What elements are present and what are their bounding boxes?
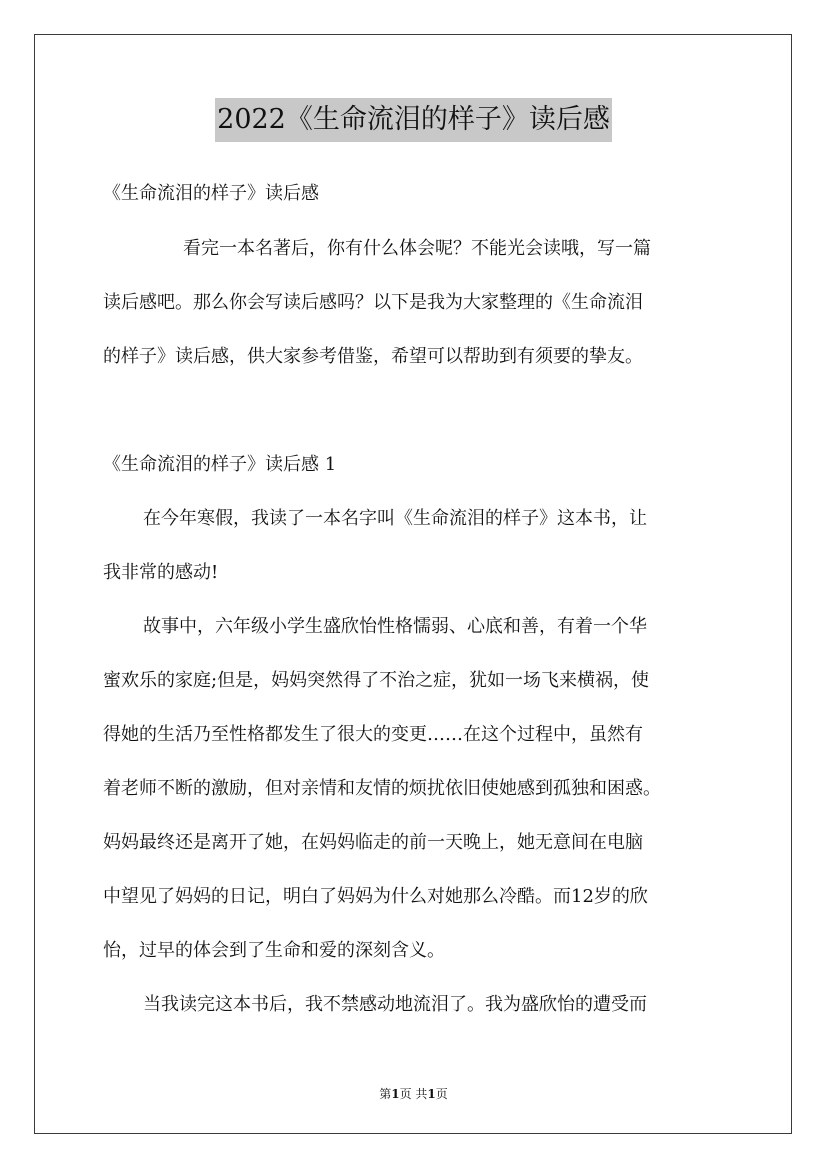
page-footer: [0, 1085, 827, 1102]
intro-line: 看完一本名著后，你有什么体会呢？不能光会读哦，写一篇: [183, 238, 651, 259]
footer-prefix: 第: [379, 1087, 392, 1101]
section-heading: 《生命流泪的样子》读后感 1: [103, 454, 337, 475]
footer-suffix: 页: [435, 1087, 448, 1101]
footer-mid: 页 共: [399, 1087, 428, 1101]
body-line: 我非常的感动!: [103, 562, 219, 583]
body-line: 中望见了妈妈的日记，明白了妈妈为什么对她那么冷酷。而12岁的欣: [103, 886, 648, 907]
body-line: 怡，过早的体会到了生命和爱的深刻含义。: [103, 940, 445, 961]
body-line: 当我读完这本书后，我不禁感动地流泪了。我为盛欣怡的遭受而: [143, 994, 647, 1015]
body-line: 着老师不断的激励，但对亲情和友情的烦扰依旧使她感到孤独和困惑。: [103, 778, 661, 799]
intro-line: 读后感吧。那么你会写读后感吗？以下是我为大家整理的《生命流泪: [103, 292, 643, 313]
title-container: [0, 98, 827, 142]
body-line: 在今年寒假，我读了一本名字叫《生命流泪的样子》这本书，让: [143, 508, 647, 529]
intro-line: 的样子》读后感，供大家参考借鉴，希望可以帮助到有须要的挚友。: [103, 346, 643, 367]
body-line: 妈妈最终还是离开了她，在妈妈临走的前一天晚上，她无意间在电脑: [103, 832, 643, 853]
body-line: 蜜欢乐的家庭;但是，妈妈突然得了不治之症，犹如一场飞来横祸，使: [103, 670, 650, 691]
body-line: 得她的生活乃至性格都发生了很大的变更……在这个过程中，虽然有: [103, 724, 643, 745]
body-line: 故事中，六年级小学生盛欣怡性格懦弱、心底和善，有着一个华: [143, 616, 647, 637]
footer-page-total: 1: [427, 1087, 436, 1101]
footer-page-number: 1: [391, 1087, 400, 1101]
subtitle: 《生命流泪的样子》读后感: [103, 183, 319, 204]
document-title: 2022《生命流泪的样子》读后感: [215, 98, 612, 142]
